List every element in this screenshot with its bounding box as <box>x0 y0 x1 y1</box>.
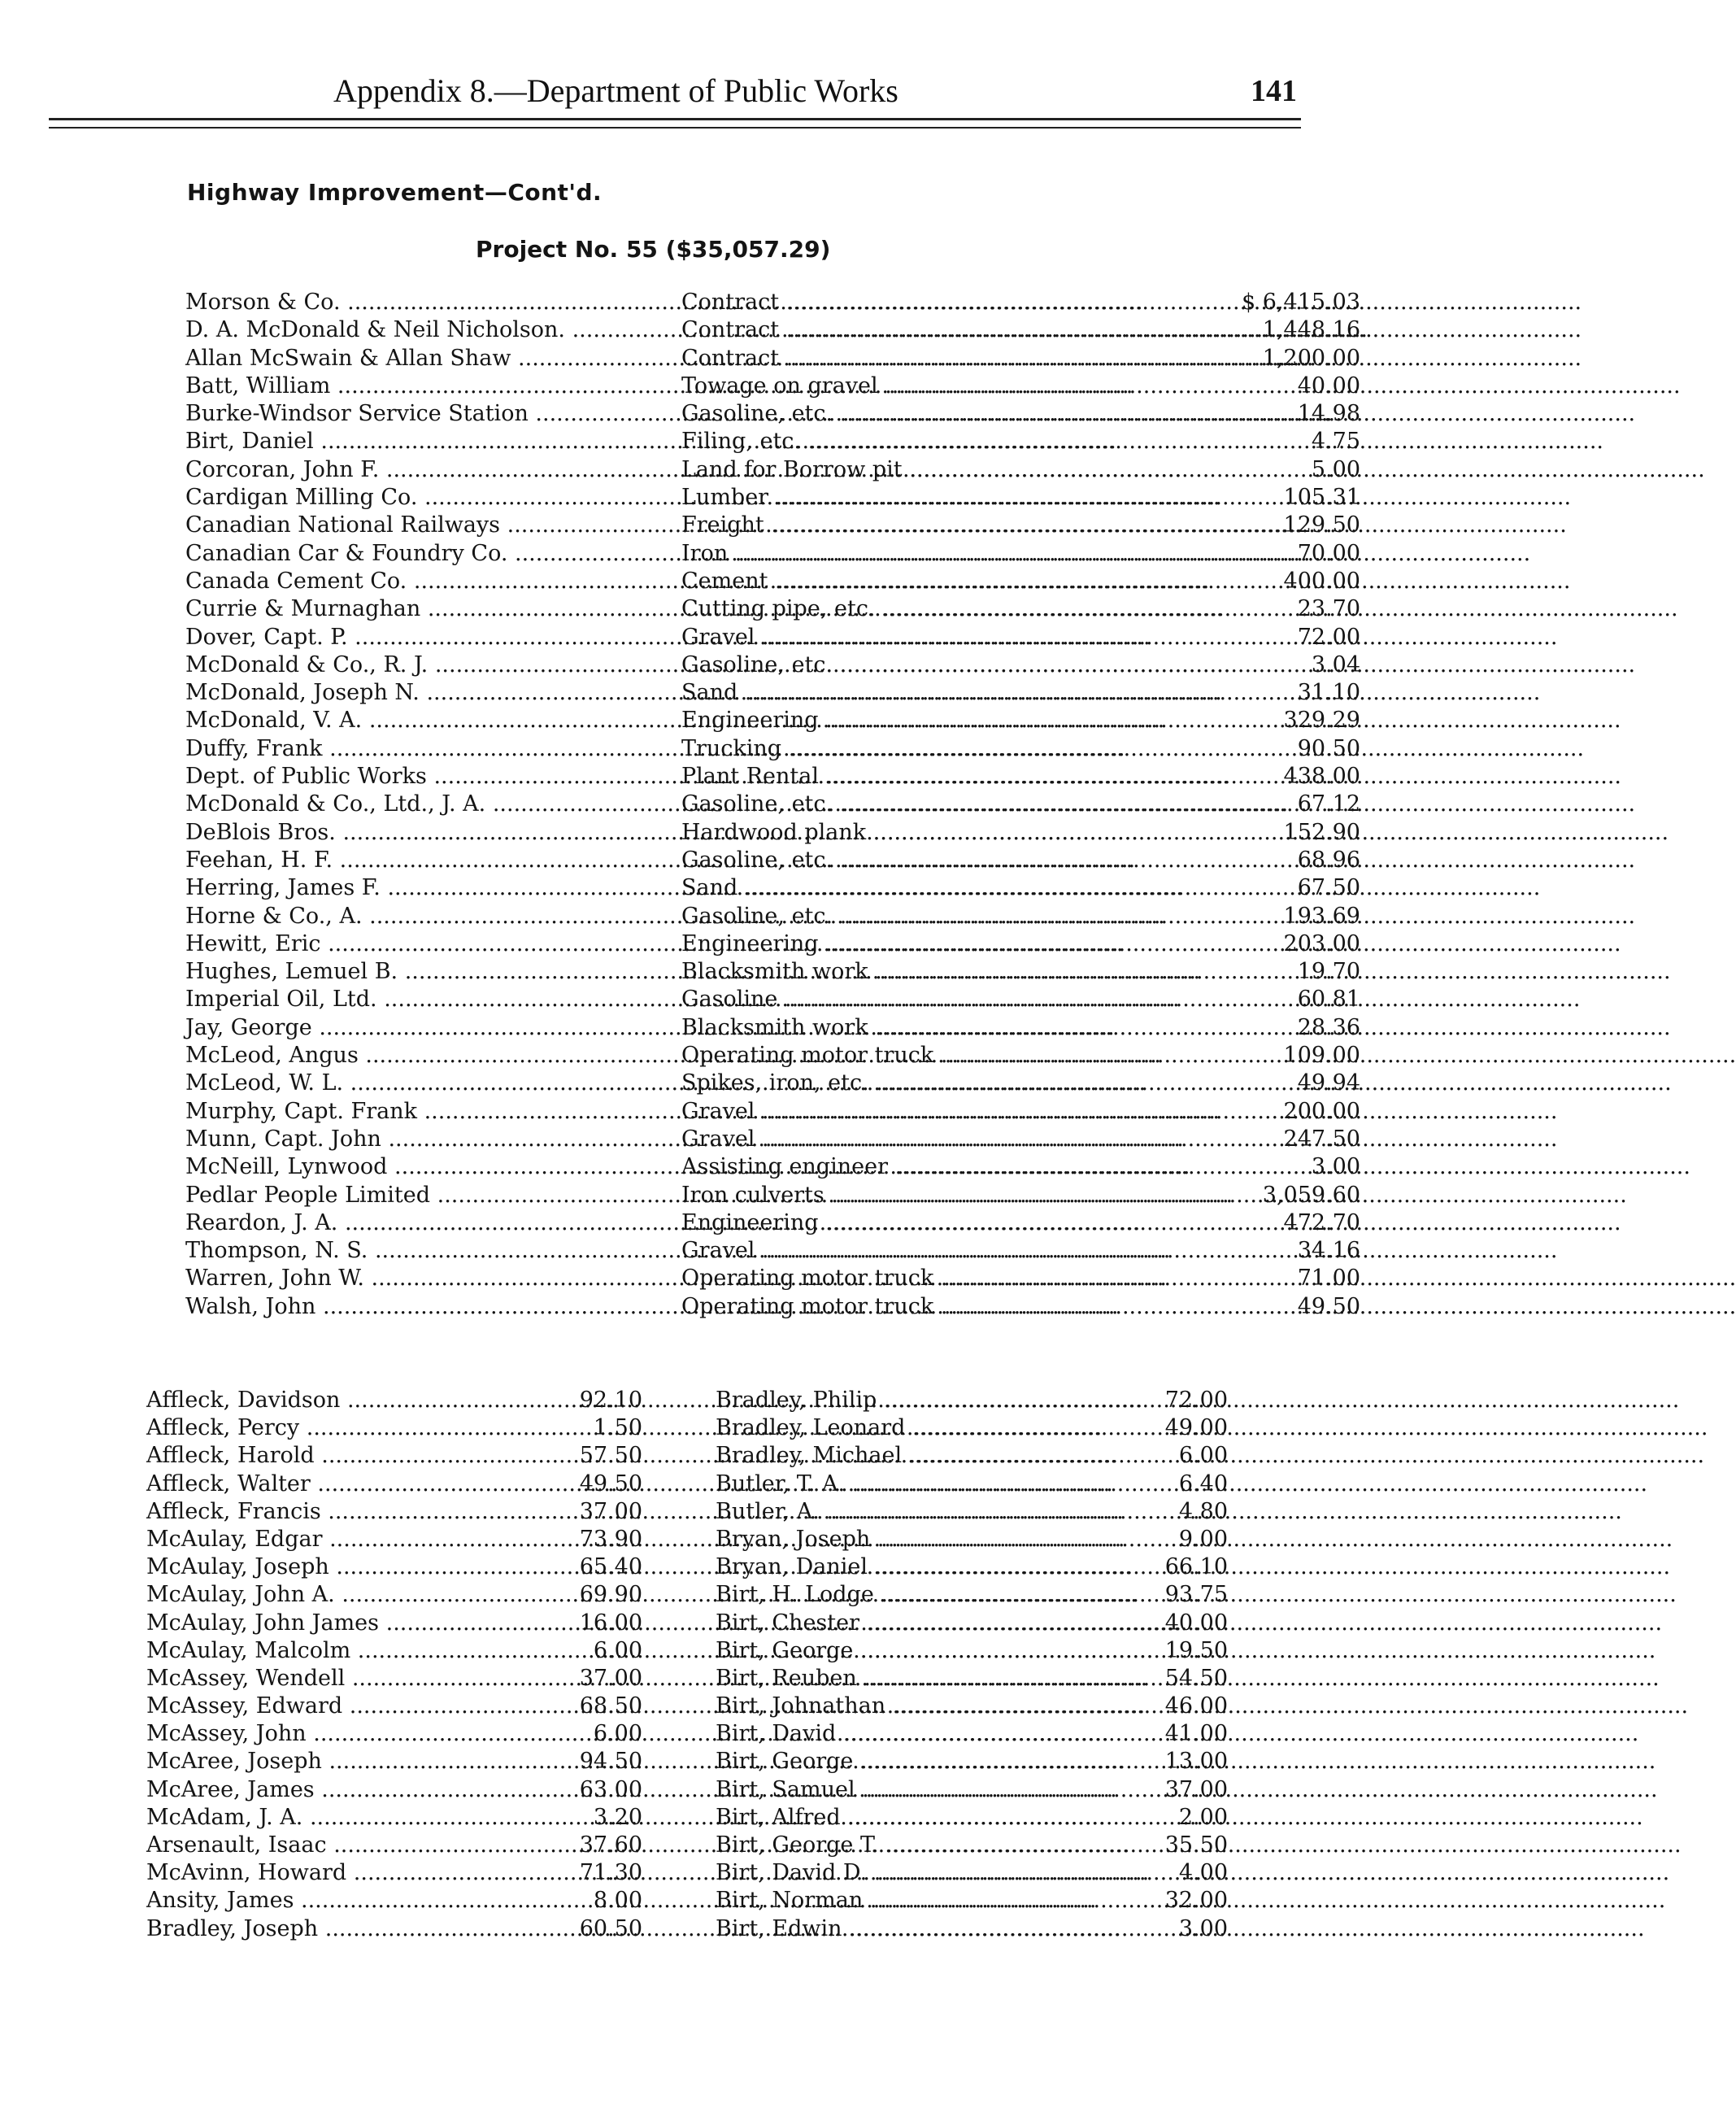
expense-description: Gravel ..... <box>681 1126 1226 1153</box>
wage-row <box>146 1526 683 1553</box>
wage-amount: 60.50 <box>579 1915 642 1941</box>
wage-row <box>146 1720 683 1748</box>
payee-name: Feehan, H. F. ..... <box>185 847 677 874</box>
wages-column-left <box>146 1387 683 1943</box>
ledger-row <box>185 1265 1360 1292</box>
worker-name: Birt, H. Lodge ..... <box>716 1581 1073 1609</box>
wage-row <box>146 1693 683 1720</box>
expense-description: Operating motor truck ..... <box>681 1293 1226 1321</box>
expense-amount: 129.50 <box>1283 512 1360 538</box>
payee-name: Herring, James F. ..... <box>185 874 677 902</box>
expense-amount: 68.96 <box>1297 847 1360 873</box>
expense-amount: 105.31 <box>1283 485 1360 511</box>
payee-name: Murphy, Capt. Frank ..... <box>185 1098 677 1126</box>
worker-name: Bryan, Daniel ..... <box>716 1553 1073 1581</box>
ledger-row <box>185 595 1360 623</box>
ledger-row <box>185 345 1360 372</box>
expense-description: Land for Borrow pit ..... <box>681 456 1226 484</box>
expense-description: Sand ..... <box>681 874 1226 902</box>
wage-row <box>146 1387 683 1414</box>
wage-row <box>146 1581 683 1609</box>
wage-row <box>146 1414 683 1442</box>
wage-row <box>716 1387 1252 1414</box>
wage-row <box>716 1915 1252 1943</box>
expense-description: Plant Rental ..... <box>681 763 1226 791</box>
ledger-row <box>185 903 1360 930</box>
expense-amount: 152.90 <box>1283 819 1360 845</box>
expense-amount: 1,200.00 <box>1262 345 1360 371</box>
expense-description: Contract ..... <box>681 345 1226 372</box>
wage-amount: 94.50 <box>579 1749 642 1775</box>
wage-amount: 57.50 <box>579 1443 642 1469</box>
expense-description: Gasoline, etc. ..... <box>681 400 1226 428</box>
expense-description: Iron culverts ..... <box>681 1182 1226 1209</box>
wage-amount: 2.00 <box>1178 1804 1228 1830</box>
expense-description: Gasoline, etc. ..... <box>681 903 1226 930</box>
worker-name: Birt, Norman ..... <box>716 1887 1073 1915</box>
expense-amount: 71.00 <box>1297 1266 1360 1292</box>
payee-name: Canadian National Railways ..... <box>185 512 677 539</box>
expense-description: Engineering ..... <box>681 930 1226 958</box>
ledger-row <box>185 1042 1360 1070</box>
expense-description: Towage on gravel ..... <box>681 372 1226 400</box>
wage-row <box>716 1804 1252 1832</box>
wage-amount: 6.40 <box>1178 1470 1228 1497</box>
worker-name: Affleck, Percy ..... <box>146 1414 504 1442</box>
wage-row <box>716 1859 1252 1887</box>
payee-name: Walsh, John ..... <box>185 1293 677 1321</box>
ledger-row <box>185 679 1360 707</box>
worker-name: Bradley, Philip ..... <box>716 1387 1073 1414</box>
worker-name: McAssey, Edward ..... <box>146 1693 504 1720</box>
expense-amount: 3.04 <box>1311 651 1360 677</box>
worker-name: Birt, Reuben ..... <box>716 1665 1073 1693</box>
payee-name: Pedlar People Limited ..... <box>185 1182 677 1209</box>
expense-description: Lumber ..... <box>681 484 1226 512</box>
header-rule-thin <box>49 127 1301 129</box>
expense-amount: 49.50 <box>1297 1293 1360 1319</box>
wage-amount: 73.90 <box>579 1526 642 1552</box>
wage-row <box>716 1887 1252 1915</box>
ledger-row <box>185 735 1360 763</box>
payee-name: Imperial Oil, Ltd. ..... <box>185 986 677 1013</box>
ledger-row <box>185 400 1360 428</box>
worker-name: Affleck, Harold ..... <box>146 1442 504 1470</box>
expense-description: Engineering ..... <box>681 1209 1226 1237</box>
payee-name: Currie & Murnaghan ..... <box>185 595 677 623</box>
expense-amount: 4.75 <box>1311 429 1360 455</box>
worker-name: McAulay, Joseph ..... <box>146 1553 504 1581</box>
header-title: Appendix 8.—Department of Public Works <box>333 72 898 109</box>
ledger-row <box>185 1153 1360 1181</box>
payee-name: Batt, William ..... <box>185 372 677 400</box>
worker-name: Ansity, James ..... <box>146 1887 504 1915</box>
payee-name: Canadian Car & Foundry Co. ..... <box>185 540 677 568</box>
expense-description: Gasoline, etc. ..... <box>681 847 1226 874</box>
wage-row <box>146 1665 683 1693</box>
wage-amount: 93.75 <box>1164 1582 1228 1608</box>
expense-amount: 67.50 <box>1297 875 1360 901</box>
wage-amount: 4.00 <box>1178 1860 1228 1886</box>
wage-row <box>716 1693 1252 1720</box>
wage-amount: 65.40 <box>579 1554 642 1580</box>
ledger-row <box>185 1014 1360 1042</box>
wage-amount: 69.90 <box>579 1582 642 1608</box>
header-rule <box>49 118 1301 120</box>
wage-row <box>716 1442 1252 1470</box>
ledger-row <box>185 819 1360 847</box>
wage-amount: 9.00 <box>1178 1526 1228 1552</box>
wage-row <box>716 1610 1252 1637</box>
expense-description: Hardwood plank ..... <box>681 819 1226 847</box>
worker-name: McAvinn, Howard ..... <box>146 1859 504 1887</box>
worker-name: McAulay, John James ..... <box>146 1610 504 1637</box>
ledger-row <box>185 707 1360 734</box>
expense-amount: 329.29 <box>1283 708 1360 734</box>
ledger-row <box>185 1237 1360 1265</box>
expense-description: Cement ..... <box>681 568 1226 595</box>
expense-description: Trucking ..... <box>681 735 1226 763</box>
wage-amount: 66.10 <box>1164 1554 1228 1580</box>
expense-amount: 31.10 <box>1297 680 1360 706</box>
wage-row <box>716 1748 1252 1775</box>
expense-description: Spikes, iron, etc. ..... <box>681 1070 1226 1097</box>
expense-description: Contract ..... <box>681 289 1226 316</box>
wage-amount: 63.00 <box>579 1776 642 1802</box>
ledger-row <box>185 540 1360 568</box>
wage-amount: 19.50 <box>1164 1637 1228 1663</box>
payee-name: McDonald & Co., Ltd., J. A. ..... <box>185 791 677 818</box>
worker-name: Butler, A. ..... <box>716 1498 1073 1526</box>
wage-row <box>716 1526 1252 1553</box>
page-number: 141 <box>1251 74 1297 108</box>
ledger-row <box>185 428 1360 455</box>
expense-description: Gasoline, etc. ..... <box>681 651 1226 679</box>
wage-row <box>146 1915 683 1943</box>
wage-row <box>146 1553 683 1581</box>
expense-amount: 70.00 <box>1297 540 1360 566</box>
expense-amount: 5.00 <box>1311 456 1360 482</box>
worker-name: Birt, Chester ..... <box>716 1610 1073 1637</box>
payee-name: Warren, John W. ..... <box>185 1265 677 1292</box>
worker-name: Bradley, Joseph ..... <box>146 1915 504 1943</box>
ledger-row <box>185 1182 1360 1209</box>
worker-name: McAulay, Edgar ..... <box>146 1526 504 1553</box>
expense-description: Gravel ..... <box>681 1237 1226 1265</box>
expense-amount: 34.16 <box>1297 1238 1360 1264</box>
wage-row <box>146 1610 683 1637</box>
worker-name: Affleck, Davidson ..... <box>146 1387 504 1414</box>
wage-amount: 37.60 <box>579 1832 642 1858</box>
worker-name: Birt, George T. ..... <box>716 1832 1073 1859</box>
expense-description: Gasoline, etc. ..... <box>681 791 1226 818</box>
wage-amount: 49.50 <box>579 1470 642 1497</box>
wage-row <box>716 1498 1252 1526</box>
ledger-row <box>185 1209 1360 1237</box>
worker-name: Birt, Alfred ..... <box>716 1804 1073 1832</box>
worker-name: Bryan, Joseph ..... <box>716 1526 1073 1553</box>
worker-name: Bradley, Michael ..... <box>716 1442 1073 1470</box>
worker-name: McAree, James ..... <box>146 1776 504 1804</box>
ledger-row <box>185 763 1360 791</box>
wage-amount: 92.10 <box>579 1388 642 1413</box>
wage-row <box>146 1859 683 1887</box>
payee-name: DeBlois Bros. ..... <box>185 819 677 847</box>
wage-row <box>146 1748 683 1775</box>
expense-amount: 203.00 <box>1283 930 1360 956</box>
wage-row <box>716 1720 1252 1748</box>
expense-amount: 400.00 <box>1283 568 1360 594</box>
wage-amount: 68.50 <box>579 1693 642 1719</box>
wage-row <box>146 1804 683 1832</box>
expense-description: Operating motor truck ..... <box>681 1042 1226 1070</box>
expense-amount: 1,448.16 <box>1262 317 1360 343</box>
expense-amount: $ 6,415.03 <box>1242 290 1360 315</box>
wage-amount: 72.00 <box>1164 1388 1228 1413</box>
wage-row <box>716 1832 1252 1859</box>
worker-name: Arsenault, Isaac ..... <box>146 1832 504 1859</box>
expense-amount: 438.00 <box>1283 764 1360 790</box>
payee-name: Birt, Daniel ..... <box>185 428 677 455</box>
section-title: Highway Improvement—Cont'd. <box>187 179 603 206</box>
payee-name: McLeod, Angus ..... <box>185 1042 677 1070</box>
expense-ledger <box>185 289 1360 1321</box>
ledger-row <box>185 512 1360 539</box>
expense-description: Filing, etc. ..... <box>681 428 1226 455</box>
payee-name: Thompson, N. S. ..... <box>185 1237 677 1265</box>
page-header <box>49 63 1301 112</box>
expense-amount: 3.00 <box>1311 1154 1360 1180</box>
wage-row <box>716 1637 1252 1665</box>
wage-amount: 6.00 <box>593 1721 642 1747</box>
payee-name: Munn, Capt. John ..... <box>185 1126 677 1153</box>
expense-amount: 49.94 <box>1297 1070 1360 1096</box>
wage-amount: 6.00 <box>1178 1443 1228 1469</box>
ledger-row <box>185 930 1360 958</box>
ledger-row <box>185 958 1360 986</box>
worker-name: McAssey, John ..... <box>146 1720 504 1748</box>
expense-amount: 72.00 <box>1297 624 1360 650</box>
ledger-row <box>185 456 1360 484</box>
payee-name: Morson & Co. ..... <box>185 289 677 316</box>
payee-name: Cardigan Milling Co. ..... <box>185 484 677 512</box>
wage-amount: 71.30 <box>579 1860 642 1886</box>
expense-amount: 472.70 <box>1283 1209 1360 1235</box>
wage-amount: 37.00 <box>1164 1776 1228 1802</box>
ledger-row <box>185 847 1360 874</box>
wage-amount: 3.20 <box>593 1804 642 1830</box>
worker-name: McAssey, Wendell ..... <box>146 1665 504 1693</box>
expense-amount: 109.00 <box>1283 1043 1360 1069</box>
worker-name: Affleck, Francis ..... <box>146 1498 504 1526</box>
wage-row <box>716 1776 1252 1804</box>
expense-description: Cutting pipe, etc. ..... <box>681 595 1226 623</box>
payee-name: Horne & Co., A. ..... <box>185 903 677 930</box>
wage-amount: 1.50 <box>593 1415 642 1441</box>
expense-description: Assisting engineer ..... <box>681 1153 1226 1181</box>
wage-amount: 54.50 <box>1164 1665 1228 1691</box>
wage-amount: 8.00 <box>593 1888 642 1914</box>
wage-amount: 32.00 <box>1164 1888 1228 1914</box>
wage-amount: 37.00 <box>579 1665 642 1691</box>
worker-name: Birt, George ..... <box>716 1637 1073 1665</box>
expense-description: Iron ..... <box>681 540 1226 568</box>
wage-row <box>716 1665 1252 1693</box>
project-title: Project No. 55 ($35,057.29) <box>476 236 831 263</box>
payee-name: Duffy, Frank ..... <box>185 735 677 763</box>
ledger-row <box>185 791 1360 818</box>
worker-name: Birt, David D. ..... <box>716 1859 1073 1887</box>
expense-amount: 14.98 <box>1297 401 1360 427</box>
expense-description: Contract ..... <box>681 316 1226 344</box>
wage-amount: 46.00 <box>1164 1693 1228 1719</box>
wage-amount: 4.80 <box>1178 1498 1228 1524</box>
ledger-row <box>185 568 1360 595</box>
ledger-row <box>185 651 1360 679</box>
expense-description: Gasoline ..... <box>681 986 1226 1013</box>
wage-row <box>716 1553 1252 1581</box>
wage-row <box>146 1887 683 1915</box>
expense-description: Sand ..... <box>681 679 1226 707</box>
worker-name: Birt, Johnathan ..... <box>716 1693 1073 1720</box>
ledger-row <box>185 1098 1360 1126</box>
expense-amount: 67.12 <box>1297 791 1360 817</box>
wage-row <box>716 1414 1252 1442</box>
expense-description: Blacksmith work ..... <box>681 958 1226 986</box>
worker-name: McAulay, Malcolm ..... <box>146 1637 504 1665</box>
payee-name: McLeod, W. L. ..... <box>185 1070 677 1097</box>
ledger-row <box>185 484 1360 512</box>
ledger-row <box>185 1126 1360 1153</box>
expense-amount: 193.69 <box>1283 903 1360 929</box>
worker-name: Butler, T. A. ..... <box>716 1470 1073 1498</box>
wage-row <box>146 1776 683 1804</box>
ledger-row <box>185 986 1360 1013</box>
payee-name: D. A. McDonald & Neil Nicholson. ..... <box>185 316 677 344</box>
payee-name: Dept. of Public Works ..... <box>185 763 677 791</box>
payee-name: Jay, George ..... <box>185 1014 677 1042</box>
ledger-row <box>185 624 1360 651</box>
wage-row <box>146 1832 683 1859</box>
wage-amount: 49.00 <box>1164 1415 1228 1441</box>
payee-name: McDonald, V. A. ..... <box>185 707 677 734</box>
ledger-row <box>185 316 1360 344</box>
expense-description: Blacksmith work ..... <box>681 1014 1226 1042</box>
expense-amount: 247.50 <box>1283 1126 1360 1152</box>
payee-name: Burke-Windsor Service Station ..... <box>185 400 677 428</box>
worker-name: McAdam, J. A. ..... <box>146 1804 504 1832</box>
worker-name: Affleck, Walter ..... <box>146 1470 504 1498</box>
expense-amount: 19.70 <box>1297 959 1360 985</box>
payee-name: McDonald & Co., R. J. ..... <box>185 651 677 679</box>
wage-amount: 41.00 <box>1164 1721 1228 1747</box>
worker-name: Birt, David ..... <box>716 1720 1073 1748</box>
payee-name: Canada Cement Co. ..... <box>185 568 677 595</box>
expense-amount: 90.50 <box>1297 735 1360 761</box>
worker-name: Birt, Samuel ..... <box>716 1776 1073 1804</box>
wage-row <box>146 1470 683 1498</box>
wage-row <box>716 1581 1252 1609</box>
expense-description: Freight ..... <box>681 512 1226 539</box>
expense-description: Engineering ..... <box>681 707 1226 734</box>
expense-amount: 3,059.60 <box>1262 1182 1360 1208</box>
expense-description: Operating motor truck ..... <box>681 1265 1226 1292</box>
wage-amount: 40.00 <box>1164 1610 1228 1636</box>
wage-row <box>146 1442 683 1470</box>
ledger-row <box>185 1070 1360 1097</box>
ledger-row <box>185 874 1360 902</box>
wage-amount: 37.00 <box>579 1498 642 1524</box>
ledger-row <box>185 289 1360 316</box>
expense-amount: 200.00 <box>1283 1098 1360 1124</box>
payee-name: Allan McSwain & Allan Shaw ..... <box>185 345 677 372</box>
wage-row <box>716 1470 1252 1498</box>
worker-name: Birt, George ..... <box>716 1748 1073 1775</box>
expense-description: Gravel ..... <box>681 1098 1226 1126</box>
worker-name: Bradley, Leonard ..... <box>716 1414 1073 1442</box>
payee-name: Hewitt, Eric ..... <box>185 930 677 958</box>
wage-amount: 35.50 <box>1164 1832 1228 1858</box>
ledger-row <box>185 1293 1360 1321</box>
wage-row <box>146 1498 683 1526</box>
expense-amount: 40.00 <box>1297 372 1360 399</box>
payee-name: Corcoran, John F. ..... <box>185 456 677 484</box>
wages-column-right <box>716 1387 1252 1943</box>
ledger-row <box>185 372 1360 400</box>
wage-amount: 13.00 <box>1164 1749 1228 1775</box>
payee-name: McDonald, Joseph N. ..... <box>185 679 677 707</box>
wage-amount: 6.00 <box>593 1637 642 1663</box>
wage-amount: 3.00 <box>1178 1915 1228 1941</box>
expense-description: Gravel ..... <box>681 624 1226 651</box>
expense-amount: 28.36 <box>1297 1014 1360 1040</box>
payee-name: McNeill, Lynwood ..... <box>185 1153 677 1181</box>
payee-name: Reardon, J. A. ..... <box>185 1209 677 1237</box>
wage-amount: 16.00 <box>579 1610 642 1636</box>
expense-amount: 23.70 <box>1297 596 1360 622</box>
expense-amount: 60.81 <box>1297 987 1360 1013</box>
worker-name: Birt, Edwin ..... <box>716 1915 1073 1943</box>
wage-row <box>146 1637 683 1665</box>
payee-name: Dover, Capt. P. ..... <box>185 624 677 651</box>
worker-name: McAulay, John A. ..... <box>146 1581 504 1609</box>
payee-name: Hughes, Lemuel B. ..... <box>185 958 677 986</box>
worker-name: McAree, Joseph ..... <box>146 1748 504 1775</box>
